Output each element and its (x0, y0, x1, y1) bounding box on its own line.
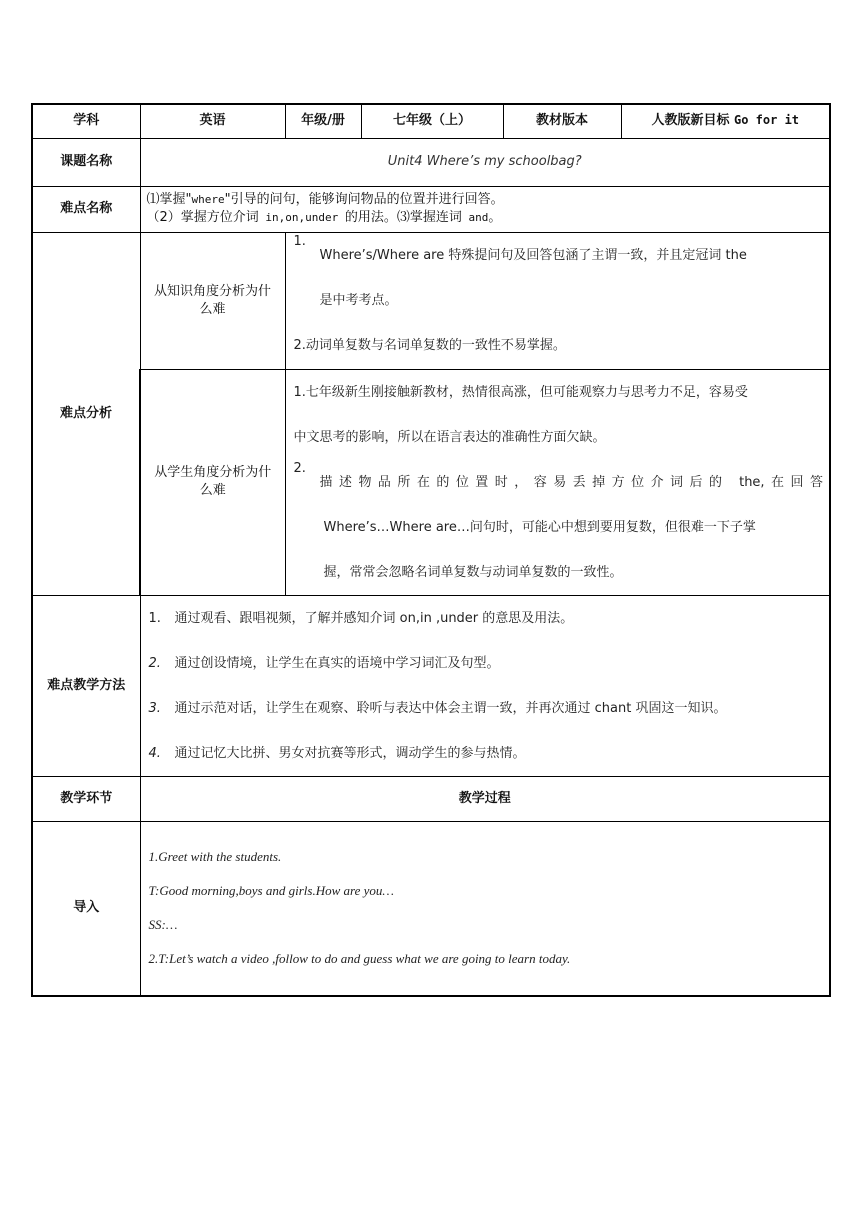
intro-line: 1.Greet with the students. (148, 849, 282, 865)
textbook-value-en: Go for it (734, 113, 800, 128)
stage-label: 教学环节 (32, 776, 140, 821)
textbook-label: 教材版本 (503, 104, 621, 138)
textbook-value (621, 104, 830, 138)
process-label: 教学过程 (140, 776, 830, 821)
difficulty-line-1: ⑴掌握"where"引导的问句，能够询问物品的位置并进行回答。 (146, 192, 504, 208)
analysis-label: 难点分析 (32, 232, 140, 595)
student-item-2: 2. 描述物品所在的位置时，容易丢掉方位介词后的 the,在回答 (293, 460, 823, 490)
process-header-row (32, 776, 830, 821)
intro-line: SS:… (148, 917, 178, 933)
knowledge-item-2: 2.动词单复数与名词单复数的一致性不易掌握。 (293, 338, 566, 353)
intro-content (140, 821, 830, 996)
difficulty-row (32, 186, 830, 232)
student-analysis: 1.七年级新生刚接触新教材，热情很高涨，但可能观察力与思考力不足，容易受 中文思考的影响，所以在语言表达的准确性方面欠缺。 2. 描述物品所在的位置时，容易丢掉方位介词后的 the,在回答 Where’s…Where are…问句时，可能心中想到要用复数，但很难一下子掌 握，常常会忽略名词单复数与动词单复数的一致性。 (285, 369, 830, 595)
difficulty-line-2: （2）掌握方位介词 in,on,under 的用法。⑶掌握连词 and。 (146, 210, 502, 225)
methods-label: 难点教学方法 (32, 595, 140, 776)
difficulty-label: 难点名称 (32, 186, 140, 232)
intro-line: 2.T:Let’s watch a video ,follow to do and guess what we are going to learn today. (148, 951, 571, 967)
intro-label: 导入 (32, 821, 140, 996)
knowledge-analysis (285, 232, 830, 369)
intro-row (32, 821, 830, 996)
analysis-row-student (32, 369, 830, 595)
grade-value: 七年级（上） (361, 104, 503, 138)
lesson-label: 课题名称 (32, 138, 140, 186)
analysis-row-knowledge (32, 232, 830, 369)
difficulty-content (140, 186, 830, 232)
methods-list (140, 595, 830, 776)
method-item: 3. 通过示范对话，让学生在观察、聆听与表达中体会主谓一致，并再次通过 chant 巩固这一知识。 (148, 700, 727, 716)
intro-line: T:Good morning,boys and girls.How are you… (148, 883, 394, 899)
subject-value: 英语 (140, 104, 285, 138)
lesson-title: Unit4 Where’s my schoolbag? (140, 138, 830, 186)
subject-label: 学科 (32, 104, 140, 138)
lesson-row (32, 138, 830, 186)
method-item: 1. 通过观看、跟唱视频，了解并感知介词 on,in ,under 的意思及用法。 (148, 610, 574, 626)
student-p1-line2: 中文思考的影响，所以在语言表达的准确性方面欠缺。 (293, 429, 606, 445)
student-p1-line1: 1.七年级新生刚接触新教材，热情很高涨，但可能观察力与思考力不足，容易受 (293, 384, 748, 400)
lesson-plan-table (31, 103, 831, 997)
knowledge-angle-label: 从知识角度分析为什么难 (140, 232, 285, 369)
methods-row (32, 595, 830, 776)
student-angle-label: 从学生角度分析为什么难 (140, 369, 285, 595)
textbook-value-cn: 人教版新目标 (651, 113, 730, 129)
header-row (32, 104, 830, 138)
knowledge-item-1: 1. Where’s/Where are 特殊提问句及回答包涵了主谓一致，并且定冠词 the 是中考考点。 (293, 234, 747, 308)
grade-label: 年级/册 (285, 104, 361, 138)
method-item: 4. 通过记忆大比拼、男女对抗赛等形式，调动学生的参与热情。 (148, 745, 526, 761)
method-item: 2. 通过创设情境，让学生在真实的语境中学习词汇及句型。 (148, 655, 500, 671)
